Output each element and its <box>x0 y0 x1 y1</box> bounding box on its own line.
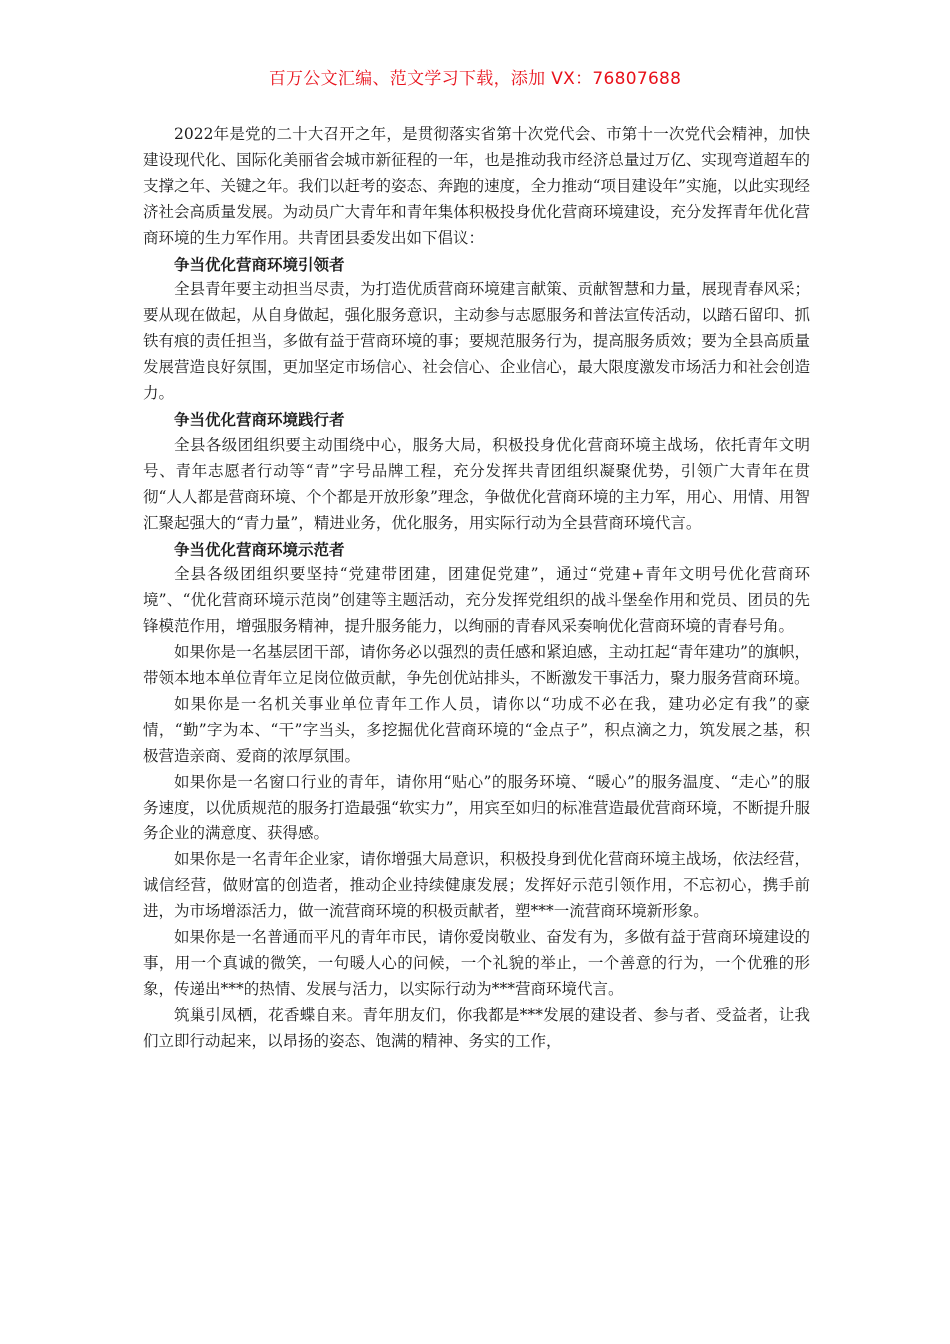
paragraph-closing: 筑巢引凤栖，花香蝶自来。青年朋友们，你我都是***发展的建设者、参与者、受益者，让我们立即行动起来，以昂扬的姿态、饱满的精神、务实的工作， <box>143 1005 810 1050</box>
document-body <box>143 122 810 1055</box>
section-heading-practitioner: 争当优化营商环境践行者 <box>174 409 345 429</box>
section-heading-leader: 争当优化营商环境引领者 <box>174 254 345 274</box>
paragraph-practitioner: 全县各级团组织要主动围绕中心，服务大局，积极投身优化营商环境主战场，依托青年文明号、青年志愿者行动等“青”字号品牌工程，充分发挥共青团组织凝聚优势，引领广大青年在贯彻“人人都是营商环境、个个都是开放形象”理念，争做优化营商环境的主力军，用心、用情、用智汇聚起强大的“青力量”，精进业务，优化服务，用实际行动为全县营商环境代言。 <box>143 435 810 532</box>
paragraph-grassroots-cadre: 如果你是一名基层团干部，请你务必以强烈的责任感和紧迫感，主动扛起“青年建功”的旗帜，带领本地本单位青年立足岗位做贡献，争先创优站排头，不断激发干事活力，聚力服务营商环境。 <box>143 643 810 688</box>
paragraph-institution-staff: 如果你是一名机关事业单位青年工作人员，请你以“功成不必在我，建功必定有我”的豪情，“勤”字为本、“干”字当头，多挖掘优化营商环境的“金点子”，积点滴之力，筑发展之基，积极营造亲商、爱商的浓厚氛围。 <box>143 694 810 765</box>
section-heading-model: 争当优化营商环境示范者 <box>174 539 345 559</box>
paragraph-leader: 全县青年要主动担当尽责，为打造优质营商环境建言献策、贡献智慧和力量，展现青春风采；要从现在做起，从自身做起，强化服务意识，主动参与志愿服务和普法宣传活动，以踏石留印、抓铁有痕的责任担当，多做有益于营商环境的事；要规范服务行为，提高服务质效；要为全县高质量发展营造良好氛围，更加坚定市场信心、社会信心、企业信心，最大限度激发市场活力和社会创造力。 <box>143 280 810 403</box>
intro-paragraph: 2022年是党的二十大召开之年，是贯彻落实省第十次党代会、市第十一次党代会精神，加快建设现代化、国际化美丽省会城市新征程的一年，也是推动我市经济总量过万亿、实现弯道超车的支撑之年、关键之年。我们以赶考的姿态、奔跑的速度，全力推动“项目建设年”实施，以此实现经济社会高质量发展。为动员广大青年和青年集体积极投身优化营商环境建设，充分发挥青年优化营商环境的生力军作用。共青团县委发出如下倡议： <box>143 125 810 247</box>
paragraph-entrepreneur: 如果你是一名青年企业家，请你增强大局意识，积极投身到优化营商环境主战场，依法经营，诚信经营，做财富的创造者，推动企业持续健康发展；发挥好示范引领作用，不忘初心，携手前进，为市场增添活力，做一流营商环境的积极贡献者，塑***一流营商环境新形象。 <box>143 850 810 921</box>
paragraph-citizen: 如果你是一名普通而平凡的青年市民，请你爱岗敬业、奋发有为，多做有益于营商环境建设的事，用一个真诚的微笑，一句暖人心的问候，一个礼貌的举止，一个善意的行为，一个优雅的形象，传递出***的热情、发展与活力，以实际行动为***营商环境代言。 <box>143 928 810 998</box>
page-header-banner: 百万公文汇编、范文学习下载，添加 VX：76807688 <box>268 69 682 89</box>
paragraph-window-service: 如果你是一名窗口行业的青年，请你用“贴心”的服务环境、“暖心”的服务温度、“走心”的服务速度，以优质规范的服务打造最强“软实力”，用宾至如归的标准营造最优营商环境，不断提升服务企业的满意度、获得感。 <box>143 772 810 843</box>
paragraph-model: 全县各级团组织要坚持“党建带团建，团建促党建”，通过“党建+青年文明号优化营商环境”、“优化营商环境示范岗”创建等主题活动，充分发挥党组织的战斗堡垒作用和党员、团员的先锋模范作用，增强服务精神，提升服务能力，以绚丽的青春风采奏响优化营商环境的青春号角。 <box>143 565 810 636</box>
